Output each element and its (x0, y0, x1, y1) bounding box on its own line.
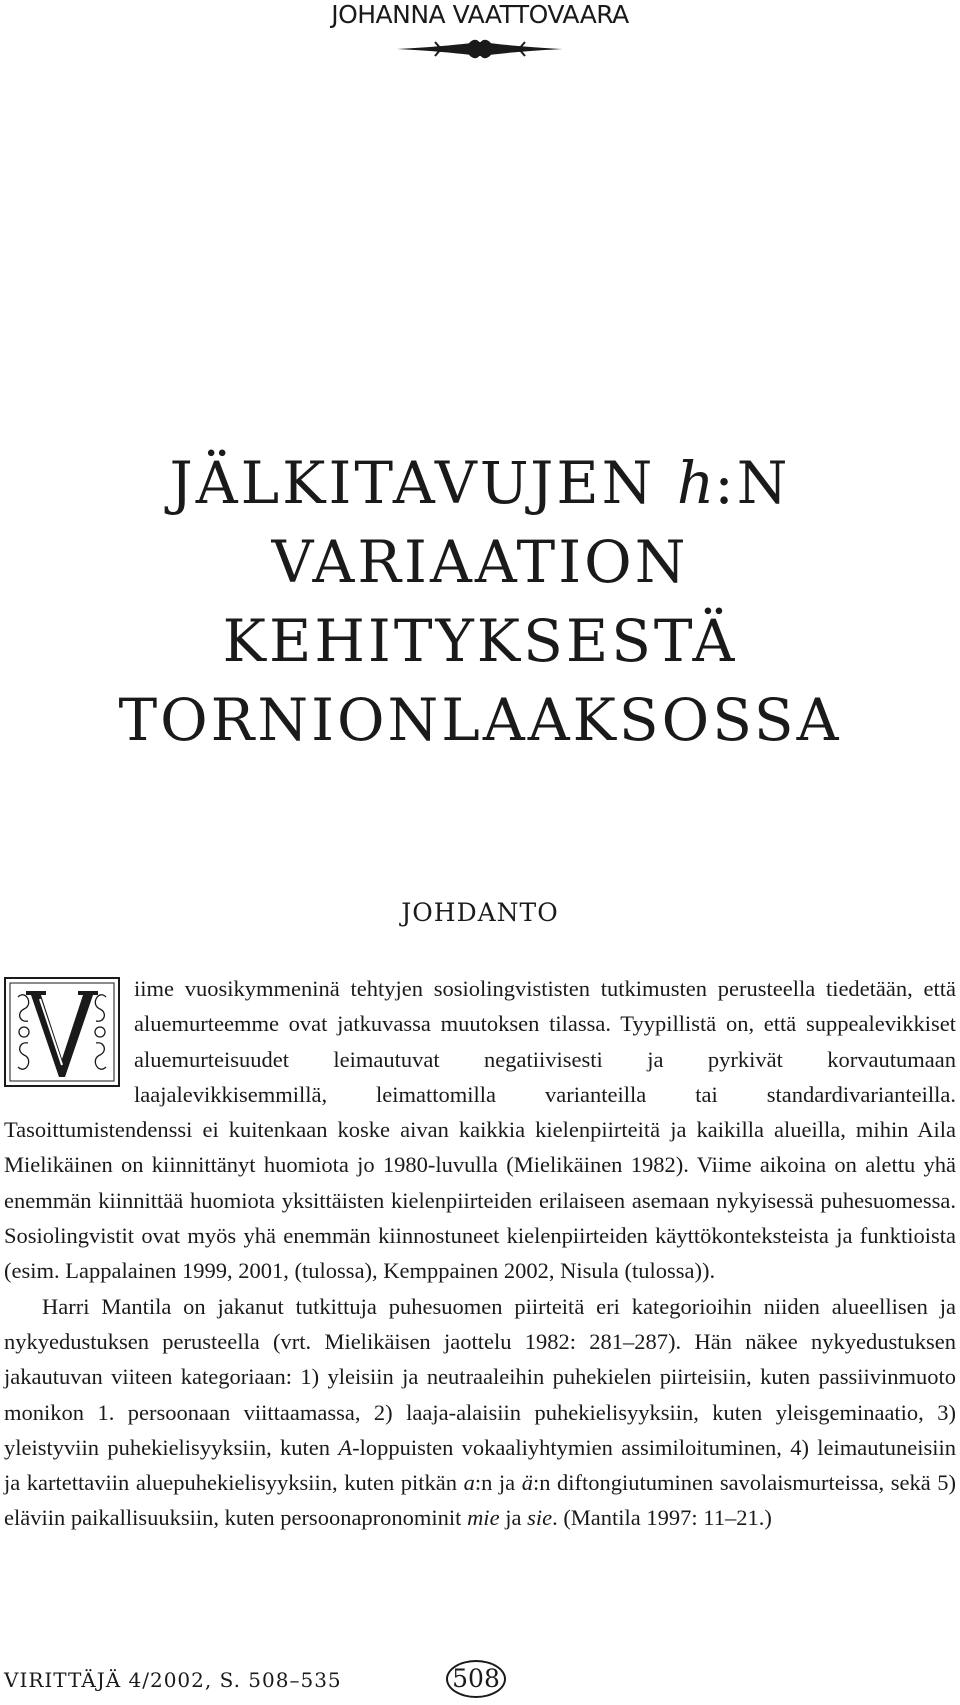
paragraph-2: Harri Mantila on jakanut tutkittuja puhesuomen piirteitä eri kategorioihin niiden alueellisen ja nykyedustuksen perusteella (vrt. Mielikäisen jaottelu 1982: 281–287). Hän näkee nykyedustuksen jakautuvan viiteen kategoriaan: 1) yleisiin ja neutraaleihin puhekielen piirteisiin, kuten passiivinmuoto monikon 1. persoonaan viittaamassa, 2) laaja-alaisiin puhekielisyyksiin, kuten yleisgeminaatio, 3) yleistyviin puhekielisyyksiin, kuten A-loppuisten vokaaliyhtymien assimiloituminen, 4) leimautuneisiin ja kartettaviin aluepuhekielisyyksiin, kuten pitkän a:n ja ä:n diftongiutuminen savolaismurteissa, sekä 5) eläviin paikallisuuksiin, kuten persoonapronominit mie ja sie. (Mantila 1997: 11–21.) (4, 1293, 957, 1531)
article-title (0, 444, 960, 760)
ornament-divider-icon (395, 34, 565, 64)
paragraph-1: iime vuosikymmeninä tehtyjen sosiolingvististen tutkimusten perusteella tiedetään, että aluemurteemme ovat jatkuvassa muutoksen tilassa. Tyypillistä on, että suppealevikkiset aluemurteisuudet leimautuvat negatiivisesti ja pyrkivät korvautumaan laajalevikkisemmillä, leimattomilla varianteilla tai standardivarianteilla. Tasoittumistendenssi ei kuitenkaan koske aivan kaikkia kielenpiirteitä ja kaikilla alueilla, mihin Aila Mielikäinen on kiinnittänyt huomiota jo 1980-luvulla (Mielikäinen 1982). Viime aikoina on alettu yhä enemmän kiinnittää huomiota yksittäisten kielenpiirteiden erilaiseen asemaan nykyisessä puhesuomessa. Sosiolingvistit ovat myös yhä enemmän kiinnostuneet kielenpiirteiden käyttökonteksteista ja funktioista (esim. Lappalainen 1999, 2001, (tulossa), Kemppainen 2002, Nisula (tulossa)). (4, 976, 956, 1284)
journal-citation: VIRITTÄJÄ 4/2002, S. 508–535 (4, 1668, 342, 1692)
title-italic-h: h (676, 448, 715, 517)
title-line-1: JÄLKITAVUJEN h:N (169, 448, 791, 517)
title-line-3: KEHITYKSESTÄ (222, 606, 738, 675)
decorated-initial-icon (4, 977, 120, 1087)
body-text (4, 971, 956, 1536)
section-heading: JOHDANTO (401, 898, 559, 927)
title-line-4: TORNIONLAAKSOSSA (118, 685, 842, 754)
running-head-author: JOHANNA VAATTOVAARA (331, 0, 629, 29)
title-line-2: VARIAATION (271, 527, 689, 596)
page-number: 508 (446, 1660, 506, 1698)
